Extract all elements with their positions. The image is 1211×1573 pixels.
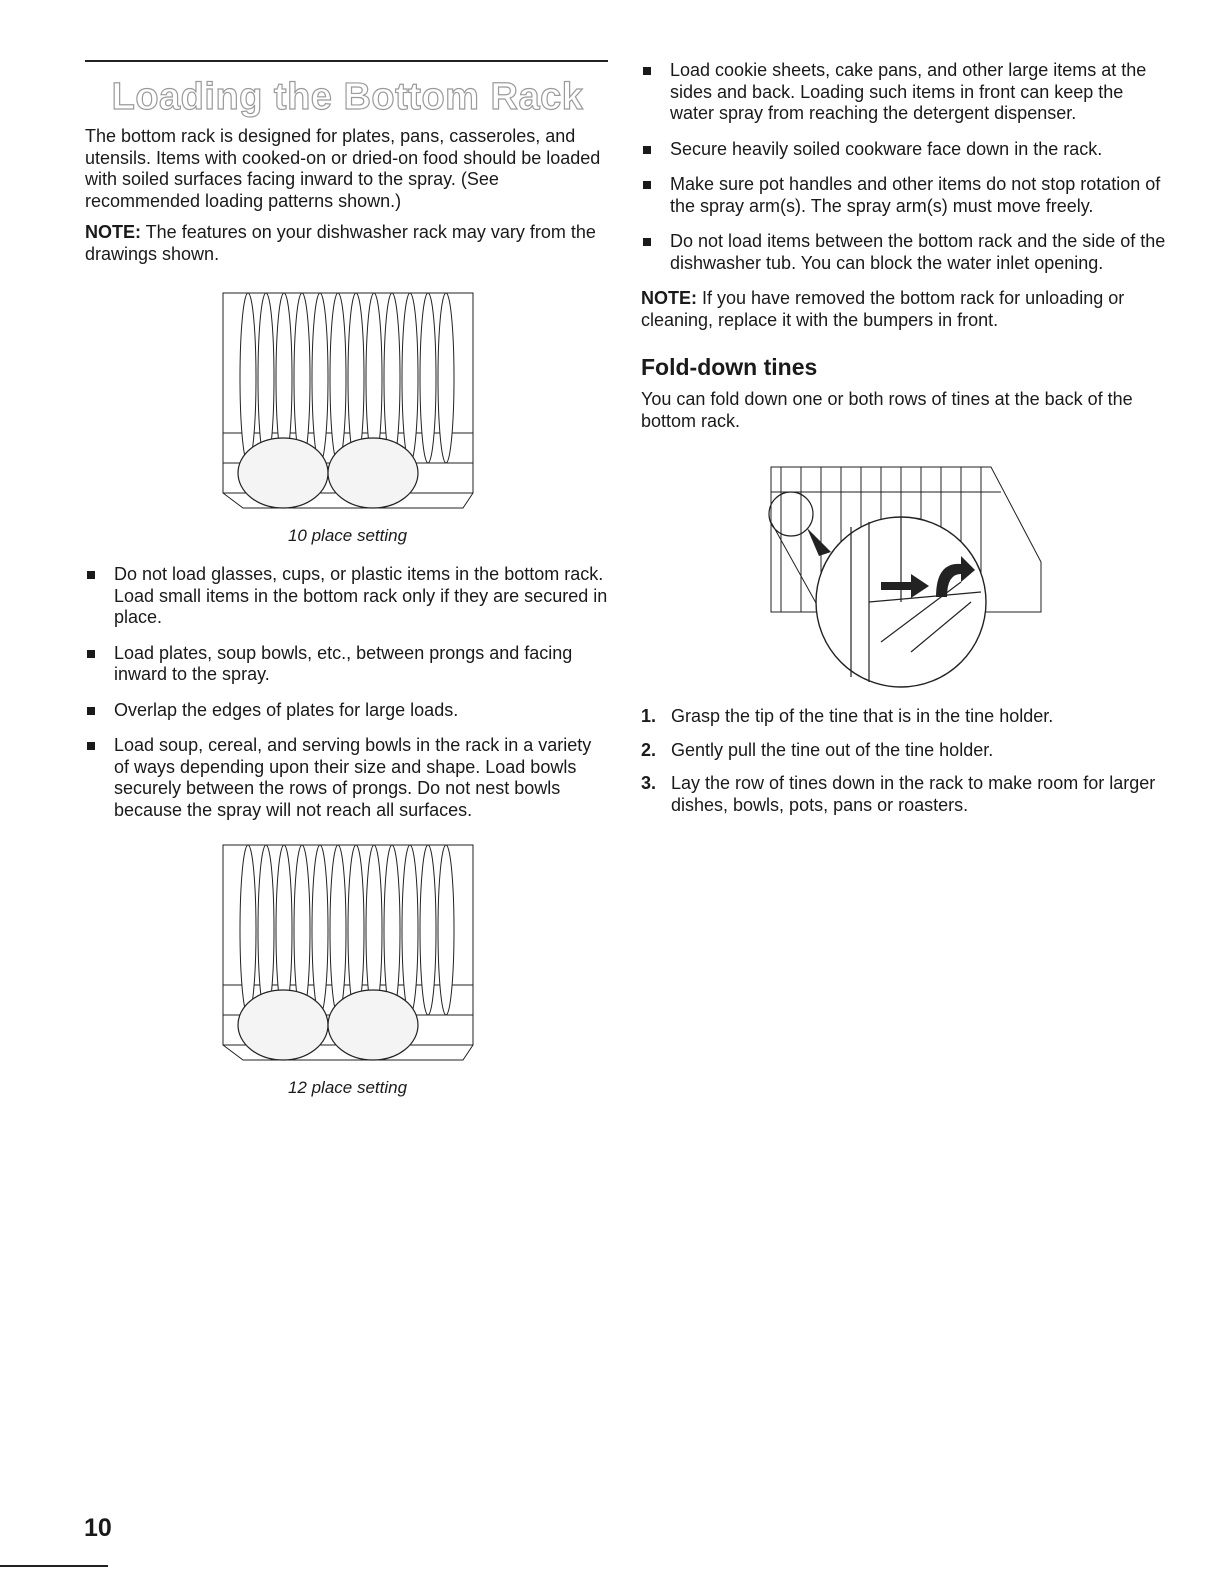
list-item: Do not load glasses, cups, or plastic items in the bottom rack. Load small items in the bottom rack only if they are secured in place. [85,564,610,629]
bullet-square-icon [643,238,651,246]
list-item: Secure heavily soiled cookware face down in the rack. [641,139,1171,161]
fold-down-tines-illustration [761,452,1051,692]
top-rule [85,60,608,62]
list-item: Load soup, cereal, and serving bowls in the rack in a variety of ways depending upon their size and shape. Load bowls securely between the rows of prongs. Do not nest bowls because the spray will not reach all surfaces. [85,735,610,821]
bullet-square-icon [643,181,651,189]
step-item: 1. Grasp the tip of the tine that is in the tine holder. [641,706,1054,726]
left-column [85,60,610,1116]
figure-caption-10: 10 place setting [287,526,408,545]
list-item: Do not load items between the bottom rack and the side of the dishwasher tub. You can block the water inlet opening. [641,231,1171,274]
note-label: NOTE: [85,222,141,242]
figure-caption-12: 12 place setting [287,1078,408,1097]
page-title: Loading the Bottom Rack [111,76,584,118]
right-column [641,60,1171,828]
note-text: The features on your dishwasher rack may vary from the drawings shown. [85,222,596,264]
bottom-rule [0,1565,108,1567]
bullet-square-icon [643,146,651,154]
right-bullet-list [641,60,1171,274]
list-item: Make sure pot handles and other items do not stop rotation of the spray arm(s). The spray arm(s) must move freely. [641,174,1171,217]
step-item: 2. Gently pull the tine out of the tine holder. [641,739,994,760]
list-item: Load cookie sheets, cake pans, and other large items at the sides and back. Loading such items in front can keep the water spray from reaching the detergent dispenser. [641,60,1171,125]
note-label: NOTE: [641,288,697,308]
rack-12-place-illustration [213,835,483,1070]
list-item: Overlap the edges of plates for large loads. [85,700,610,722]
bullet-square-icon [87,742,95,750]
bullet-square-icon [87,707,95,715]
left-bullet-list [85,564,610,821]
steps-list [641,706,1171,816]
note-paragraph [641,288,1171,331]
bullet-square-icon [87,650,95,658]
note-text: If you have removed the bottom rack for unloading or cleaning, replace it with the bumpers in front. [641,288,1125,330]
section-heading: Fold-down tines [641,354,818,380]
bullet-square-icon [87,571,95,579]
step-item: 3. Lay the row of tines down in the rack to make room for larger dishes, bowls, pots, pans or roasters. [641,773,1156,815]
intro-paragraph: The bottom rack is designed for plates, pans, casseroles, and utensils. Items with cooked-on or dried-on food should be loaded with soiled surfaces facing inward to the spray. (See recommended loading patterns shown.) [85,126,601,211]
note-paragraph [85,222,610,265]
rack-10-place-illustration [213,283,483,518]
list-item: Load plates, soup bowls, etc., between prongs and facing inward to the spray. [85,643,610,686]
bullet-square-icon [643,67,651,75]
page-number: 10 [84,1514,112,1542]
fold-intro-paragraph: You can fold down one or both rows of tines at the back of the bottom rack. [641,389,1133,431]
